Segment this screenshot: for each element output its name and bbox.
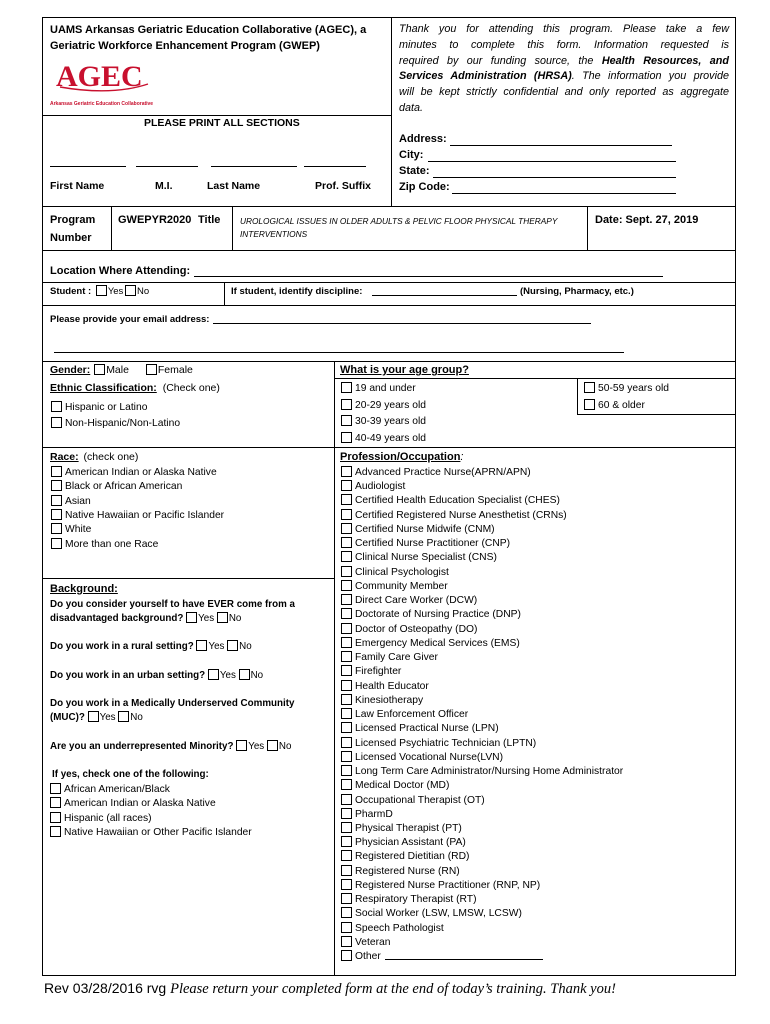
intro-line-4 [399,69,729,85]
minority-checkbox[interactable] [50,797,61,808]
bg-q2-no-label: No [239,641,252,652]
address-line[interactable] [450,145,672,146]
profession-checkbox[interactable] [341,566,352,577]
profession-checkbox[interactable] [341,779,352,790]
gender-label: Gender: [50,364,91,376]
profession-option[interactable] [341,850,469,863]
race-checkbox[interactable] [51,495,62,506]
bg-q2-yes-label: Yes [208,641,225,652]
profession-option-label: Long Term Care Administrator/Nursing Home Administrator [355,766,624,778]
race-option[interactable] [51,466,217,479]
bg-q4-line-1: Do you work in a Medically Underserved Community [50,698,295,709]
profession-colon: : [460,451,464,463]
profession-option-label: Doctor of Osteopathy (DO) [355,623,478,635]
demographics-top-line [42,361,736,362]
profession-option[interactable] [341,651,438,664]
demographics-divider [334,361,335,975]
student-row-bottom [42,305,736,306]
profession-option-label: Speech Pathologist [355,922,444,934]
profession-option[interactable] [341,537,510,550]
agec-logo-subtitle: Arkansas Geriatric Education Collaborative [50,101,154,107]
profession-option-label: Emergency Medical Services (EMS) [355,637,520,649]
profession-option[interactable] [341,836,466,849]
program-title-line-1: UROLOGICAL ISSUES IN OLDER ADULTS & PELVIC FLOOR PHYSICAL THERAPY [240,216,558,226]
profession-option-label: Physical Therapist (PT) [355,823,462,834]
footer-rev: Rev 03/28/2016 rvg [44,980,167,996]
profession-checkbox[interactable] [341,794,352,805]
age-option-label: 20-29 years old [355,399,426,411]
profession-option-label: Certified Health Education Specialist (CHES) [355,495,560,507]
race-checkbox[interactable] [51,538,62,549]
profession-checkbox[interactable] [341,850,352,861]
program-title-label: Title [198,214,221,226]
email-line-1[interactable] [213,323,591,324]
ethnic-label: Ethnic Classification: [50,382,157,394]
student-label [50,285,149,298]
profession-option-label: Occupational Therapist (OT) [355,794,485,806]
profession-option[interactable] [341,936,391,949]
bg-q5-text: Are you an underrepresented Minority? [50,741,234,752]
male-checkbox[interactable] [94,364,105,375]
race-option-label: White [65,524,92,536]
age-option-label: 50-59 years old [598,383,669,394]
program-number: GWEPYR2020 [118,214,192,226]
ethnic-checkbox[interactable] [51,417,62,428]
ethnic-hint: (Check one) [162,382,220,394]
program-div-2 [232,206,233,250]
profession-option[interactable] [341,523,495,536]
race-option-label: Black or African American [65,481,183,493]
discipline-line[interactable] [372,295,517,296]
bg-q3-yes-label: Yes [219,670,236,681]
profession-checkbox[interactable] [341,922,352,933]
minority-option[interactable] [50,797,216,810]
intro-line-1: Thank you for attending this program. Please take a few [399,23,729,35]
ethnic-option-label: Hispanic or Latino [65,402,148,413]
bg-q1-line-2 [50,612,241,625]
profession-option[interactable] [341,608,521,621]
profession-option-label: Other [355,951,381,963]
student-label-text: Student : [50,286,92,297]
first-name-line[interactable] [50,166,126,167]
profession-option-label: Family Care Giver [355,652,438,664]
profession-option-label: Community Member [355,580,448,592]
profession-checkbox[interactable] [341,480,352,491]
minority-option[interactable] [50,826,252,839]
profession-option[interactable] [341,466,531,479]
profession-checkbox[interactable] [341,765,352,776]
profession-option-label: Doctorate of Nursing Practice (DNP) [355,609,521,621]
profession-checkbox[interactable] [341,708,352,719]
profession-option[interactable] [341,794,485,807]
race-option-label: American Indian or Alaska Native [65,467,217,478]
race-checkbox[interactable] [51,509,62,520]
profession-option-label: Physician Assistant (PA) [355,837,466,849]
student-yes-label: Yes [107,286,124,297]
profession-option[interactable] [341,808,393,821]
program-title-line-2: INTERVENTIONS [240,229,308,239]
bg-q5-yes-checkbox[interactable] [236,740,247,751]
minority-option[interactable] [50,812,152,825]
minority-checkbox[interactable] [50,812,61,823]
minority-option-label: Native Hawaiian or Other Pacific Islander [64,826,252,838]
intro-line-6: data. [399,101,424,114]
program-div-3 [587,206,588,250]
profession-option-label: Clinical Nurse Specialist (CNS) [355,552,497,564]
profession-checkbox[interactable] [341,466,352,477]
age-option-label: 19 and under [355,383,416,394]
profession-checkbox[interactable] [341,651,352,662]
logo-underline [42,115,392,116]
footer-message: Please return your completed form at the end of today’s training. Thank you! [170,981,616,997]
bg-q1-yes-checkbox[interactable] [186,612,197,623]
student-row-div [224,282,225,305]
profession-checkbox[interactable] [341,623,352,634]
intro-line-4b: . The information you provide [571,70,729,83]
female-checkbox[interactable] [146,364,157,375]
profession-checkbox[interactable] [341,637,352,648]
minority-option-label: American Indian or Alaska Native [64,798,216,810]
profession-option[interactable] [341,694,423,707]
profession-option-label: Certified Nurse Practitioner (CNP) [355,538,511,550]
background-label: Background: [50,583,118,595]
bg-q3-yes-checkbox[interactable] [208,669,219,680]
profession-option[interactable] [341,950,381,963]
state-line[interactable] [433,177,676,178]
profession-option[interactable] [341,879,540,892]
student-row-top [42,282,736,283]
ethnic-bottom-line [42,447,335,448]
profession-checkbox[interactable] [341,594,352,605]
profession-option[interactable] [341,551,497,564]
email-label: Please provide your email address: [50,314,210,325]
bg-q2-text: Do you work in a rural setting? [50,641,194,652]
profession-option[interactable] [341,893,477,906]
profession-checkbox[interactable] [341,822,352,833]
profession-option[interactable] [341,907,522,920]
race-option[interactable] [51,480,182,493]
age-option-label: 30-39 years old [355,416,426,427]
profession-checkbox[interactable] [341,808,352,819]
profession-checkbox[interactable] [341,950,352,961]
bg-q1-yes-label: Yes [198,613,215,624]
bg-q2-yes-checkbox[interactable] [196,640,207,651]
profession-checkbox[interactable] [341,836,352,847]
profession-option-label: Licensed Vocational Nurse(LVN) [355,751,504,763]
profession-option[interactable] [341,637,520,650]
age-option[interactable] [341,399,426,412]
bg-q1-no-checkbox[interactable] [217,612,228,623]
profession-option-label: Registered Nurse (RN) [355,865,460,877]
profession-checkbox[interactable] [341,893,352,904]
bg-q4-text: (MUC)? [50,712,85,723]
profession-checkbox[interactable] [341,737,352,748]
age-checkbox[interactable] [341,399,352,410]
profession-checkbox[interactable] [341,608,352,619]
profession-option[interactable] [341,922,444,935]
zip-label: Zip Code: [399,181,450,193]
profession-checkbox[interactable] [341,694,352,705]
profession-checkbox[interactable] [341,509,352,520]
age-left-bottom [334,447,736,448]
profession-label: Profession/Occupation [340,451,461,463]
bg-q4-yes-label: Yes [99,712,116,723]
profession-checkbox[interactable] [341,680,352,691]
bg-q1-line-1: Do you consider yourself to have EVER come from a [50,599,295,610]
state-label: State: [399,165,430,177]
last-name-line[interactable] [211,166,297,167]
program-label-2: Number [50,232,92,244]
suffix-label: Prof. Suffix [315,180,372,192]
profession-option[interactable] [341,680,429,693]
profession-checkbox[interactable] [341,665,352,676]
profession-checkbox[interactable] [341,580,352,591]
profession-checkbox[interactable] [341,551,352,562]
race-header [50,451,138,464]
race-option-label: More than one Race [65,538,159,550]
frame-bottom [42,975,736,976]
bg-q1-no-label: No [228,613,242,624]
profession-option[interactable] [341,765,623,778]
race-option[interactable] [51,509,224,522]
other-line[interactable] [385,959,543,960]
bg-q5-no-label: No [278,741,292,752]
profession-option[interactable] [341,779,449,792]
race-label: Race: [50,451,79,463]
profession-option-label: Registered Nurse Practitioner (RNP, NP) [355,879,541,891]
frame-right [735,17,736,976]
ethnic-option-label: Non-Hispanic/Non-Latino [65,418,181,429]
profession-option[interactable] [341,594,477,607]
bg-q5-no-checkbox[interactable] [267,740,278,751]
profession-option-label: Medical Doctor (MD) [355,780,450,792]
frame-left [42,17,43,976]
minority-option-label: Hispanic (all races) [64,812,152,824]
profession-option-label: Veteran [355,936,391,948]
profession-option[interactable] [341,722,499,735]
intro-line-3b: Health Resources, and [601,54,729,67]
profession-checkbox[interactable] [341,523,352,534]
profession-option[interactable] [341,509,567,522]
student-no-label: No [136,286,150,297]
race-checkbox[interactable] [51,480,62,491]
profession-option-label: Health Educator [355,680,429,692]
profession-option[interactable] [341,751,503,764]
profession-checkbox[interactable] [341,494,352,505]
race-option[interactable] [51,523,91,536]
header-divider [391,17,392,206]
race-bottom-line [42,578,335,579]
bg-q2-no-checkbox[interactable] [227,640,238,651]
address-label: Address: [399,133,447,145]
minority-option-label: African American/Black [64,784,170,795]
mi-line[interactable] [136,166,198,167]
ethnic-option[interactable] [51,417,180,430]
student-no-checkbox[interactable] [125,285,136,296]
race-option-label: Native Hawaiian or Pacific Islander [65,509,225,521]
profession-option-label: Law Enforcement Officer [355,709,469,721]
footer [44,979,616,998]
age-checkbox[interactable] [584,399,595,410]
bg-q5-yes-label: Yes [248,741,265,752]
profession-option-label: Respiratory Therapist (RT) [355,894,477,906]
intro-line-2: minutes to complete this form. Information requested is [399,38,729,51]
bg-q4-no-label: No [130,712,143,723]
profession-option-label: Registered Dietitian (RD) [355,851,470,863]
age-option[interactable] [341,432,426,445]
email-line-2[interactable] [54,352,624,353]
first-name-label: First Name [50,180,105,192]
profession-option[interactable] [341,494,560,507]
age-option-label: 40-49 years old [355,432,426,444]
profession-option[interactable] [341,708,468,721]
intro-line-5: will be kept strictly confidential and only reported as aggregate [399,86,729,99]
profession-checkbox[interactable] [341,722,352,733]
org-line-1: UAMS Arkansas Geriatric Education Collaborative (AGEC), a [50,24,367,36]
profession-option-label: Certified Nurse Midwife (CNM) [355,523,495,535]
male-label: Male [106,364,129,376]
age-option-label: 60 & older [598,399,645,411]
location-line[interactable] [194,276,663,277]
program-label-1: Program [50,214,96,226]
intro-line-3 [399,54,729,70]
race-hint: (check one) [83,451,139,463]
minority-checkbox[interactable] [50,826,61,837]
age-checkbox[interactable] [341,415,352,426]
bg-q4-yes-checkbox[interactable] [88,711,99,722]
mi-label: M.I. [155,180,173,192]
intro-text [399,22,729,117]
race-checkbox[interactable] [51,466,62,477]
profession-option-label: Firefighter [355,666,402,678]
profession-option-label: Kinesiotherapy [355,694,424,706]
city-line[interactable] [428,161,676,162]
profession-option-label: Licensed Psychiatric Technician (LPTN) [355,737,537,749]
profession-header [340,451,463,464]
discipline-label: If student, identify discipline: [231,286,363,297]
program-div-1 [111,206,112,250]
zip-line[interactable] [452,193,676,194]
age-right-bottom [577,414,736,415]
program-date: Date: Sept. 27, 2019 [595,214,699,226]
race-option[interactable] [51,495,91,508]
profession-option[interactable] [341,737,536,750]
profession-option-label: Audiologist [355,481,406,493]
bg-q5-row [50,740,291,753]
profession-checkbox[interactable] [341,879,352,890]
profession-checkbox[interactable] [341,537,352,548]
print-notice: PLEASE PRINT ALL SECTIONS [144,117,300,129]
profession-option[interactable] [341,623,477,636]
bg-q3-row [50,669,263,682]
bg-q4-line-2 [50,711,143,724]
race-option[interactable] [51,538,158,551]
age-top-line [334,378,736,379]
bg-q2-row [50,640,252,653]
age-checkbox[interactable] [341,432,352,443]
profession-checkbox[interactable] [341,751,352,762]
race-checkbox[interactable] [51,523,62,534]
frame-top [42,17,736,18]
minority-option[interactable] [50,783,170,796]
race-option-label: Asian [65,495,91,507]
age-option[interactable] [584,399,645,412]
ethnic-checkbox[interactable] [51,401,62,412]
gender-row [50,364,193,377]
ethnic-header [50,382,220,395]
program-bottom-line [42,250,736,251]
profession-option-label: Advanced Practice Nurse(APRN/APN) [355,467,531,478]
suffix-line[interactable] [304,166,366,167]
age-option[interactable] [341,382,416,395]
age-option[interactable] [341,415,426,428]
age-col-div [577,378,578,414]
age-label: What is your age group? [340,364,469,376]
discipline-hint: (Nursing, Pharmacy, etc.) [520,286,634,297]
profession-option-label: Licensed Practical Nurse (LPN) [355,723,499,735]
city-label: City: [399,149,424,161]
bg-q4-no-checkbox[interactable] [118,711,129,722]
intro-line-3a: required by our funding source, the [399,54,602,67]
profession-checkbox[interactable] [341,936,352,947]
profession-option-label: Direct Care Worker (DCW) [355,595,478,607]
profession-option-label: Social Worker (LSW, LMSW, LCSW) [355,908,522,920]
minority-label: If yes, check one of the following: [52,769,209,780]
bg-q1-text: disadvantaged background? [50,613,184,624]
profession-option[interactable] [341,480,405,493]
org-line-2: Geriatric Workforce Enhancement Program (GWEP) [50,40,320,52]
profession-option[interactable] [341,865,460,878]
profession-option[interactable] [341,566,449,579]
profession-option[interactable] [341,822,462,835]
age-option[interactable] [584,382,669,395]
profession-checkbox[interactable] [341,907,352,918]
intro-line-4a: Services Administration (HRSA) [399,70,572,83]
profession-option-label: Clinical Psychologist [355,566,449,578]
ethnic-option[interactable] [51,401,147,414]
profession-option-label: Certified Registered Nurse Anesthetist (CRNs) [355,509,567,521]
profession-option[interactable] [341,580,448,593]
profession-option-label: PharmD [355,808,393,820]
minority-checkbox[interactable] [50,783,61,794]
age-checkbox[interactable] [341,382,352,393]
profession-checkbox[interactable] [341,865,352,876]
location-label: Location Where Attending: [50,265,191,277]
student-yes-checkbox[interactable] [96,285,107,296]
program-top-line [42,206,736,207]
age-checkbox[interactable] [584,382,595,393]
bg-q3-no-label: No [250,670,264,681]
agec-logo-letters: AGEC [56,60,143,93]
bg-q3-text: Do you work in an urban setting? [50,670,206,681]
female-label: Female [157,364,193,376]
profession-option[interactable] [341,665,401,678]
last-name-label: Last Name [207,180,261,192]
bg-q3-no-checkbox[interactable] [239,669,250,680]
